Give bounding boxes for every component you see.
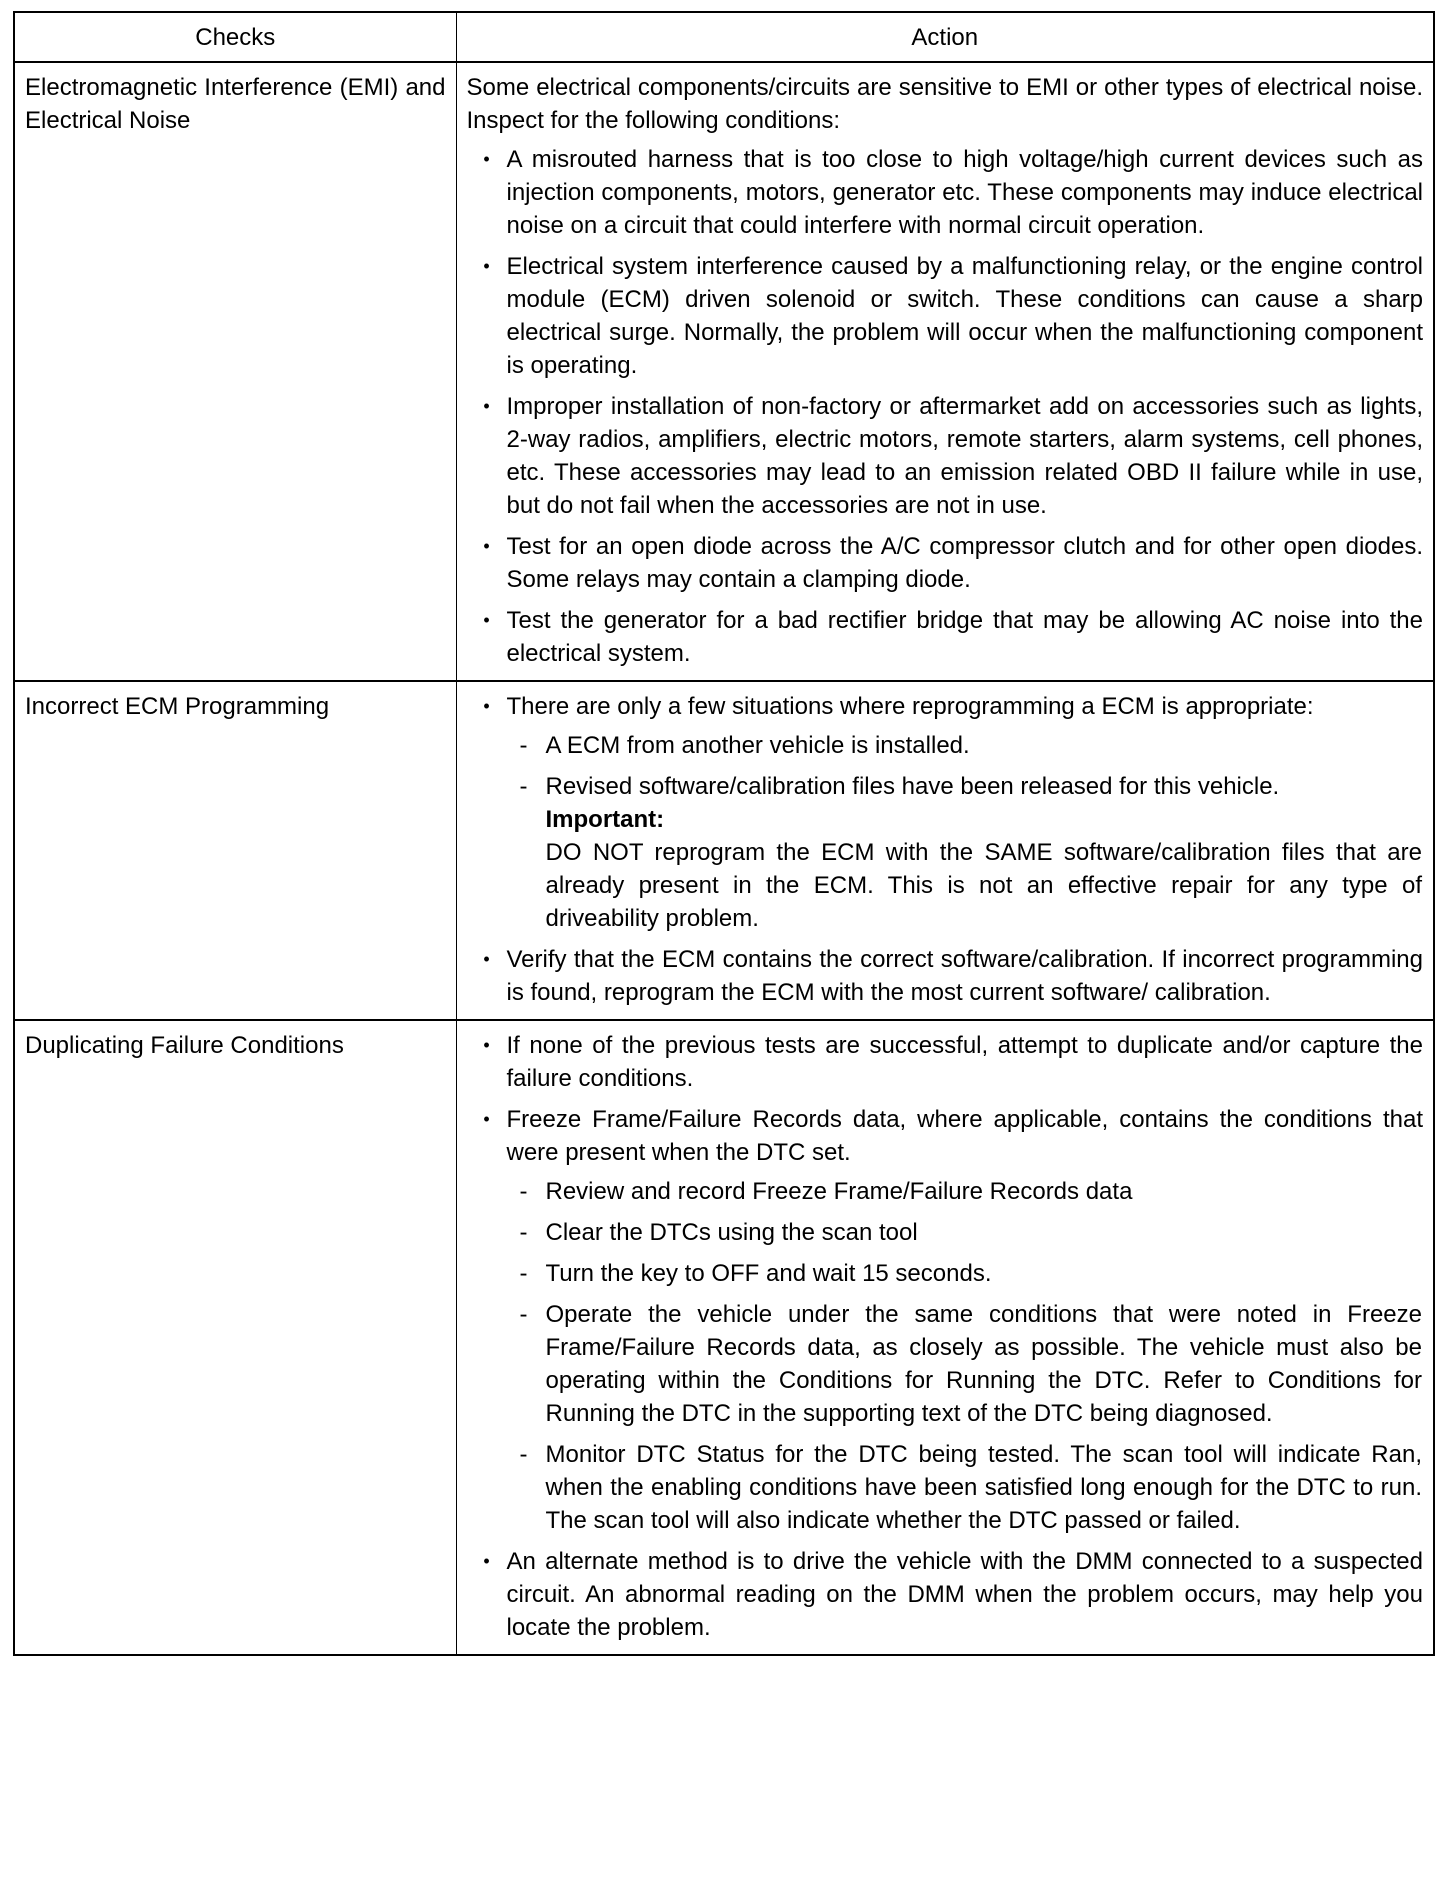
table-row-duplicating-failure [14, 1020, 1434, 1655]
list-item-text: A misrouted harness that is too close to high voltage/high current devices such as injection components, motors, generator etc. These components may induce electrical noise on a circuit that could interfere with normal circuit operation. [506, 146, 1423, 239]
sub-list [507, 1175, 1424, 1537]
dash-icon: - [519, 1178, 528, 1205]
bullet-list [467, 690, 1424, 1009]
bullet-icon: • [483, 1035, 490, 1055]
action-cell [456, 1020, 1434, 1655]
list-item [467, 1545, 1424, 1644]
column-header-action: Action [456, 12, 1434, 62]
bullet-icon: • [483, 610, 490, 630]
column-header-checks: Checks [14, 12, 456, 62]
sub-list-item-text: Clear the DTCs using the scan tool [545, 1219, 918, 1246]
table-row-ecm-programming [14, 681, 1434, 1020]
list-item-text: Electrical system interference caused by a malfunctioning relay, or the engine control module (ECM) driven solenoid or switch. These conditions can cause a sharp electrical surge. Normally, the problem will occur when the malfunctioning component is operating. [506, 253, 1423, 379]
list-item [467, 1103, 1424, 1537]
sub-list-item [506, 770, 1423, 935]
sub-list-item [506, 1298, 1423, 1430]
sub-list-item-text: A ECM from another vehicle is installed. [545, 732, 970, 759]
sub-list-item [506, 1438, 1423, 1537]
list-item [467, 1029, 1424, 1095]
sub-list-item-text: Monitor DTC Status for the DTC being tested. The scan tool will indicate Ran, when the enabling conditions have been satisfied long enough for the DTC to run. The scan tool will also indicate whether the DTC passed or failed. [545, 1441, 1422, 1534]
bullet-icon: • [483, 1551, 490, 1571]
list-item-text: Improper installation of non-factory or aftermarket add on accessories such as lights, 2-way radios, amplifiers, electric motors, remote starters, alarm systems, cell phones, etc. These accessories may lead to an emission related OBD II failure while in use, but do not fail when the accessories are not in use. [506, 393, 1423, 519]
dash-icon: - [519, 1260, 528, 1287]
sub-list-item-text: Operate the vehicle under the same conditions that were noted in Freeze Frame/Failure Records data, as closely as possible. The vehicle must also be operating within the Conditions for Running the DTC. Refer to Conditions for Running the DTC in the supporting text of the DTC being diagnosed. [545, 1301, 1422, 1427]
bullet-list [467, 1029, 1424, 1644]
check-label: Incorrect ECM Programming [25, 693, 330, 720]
list-item [467, 943, 1424, 1009]
sub-list-item-text: Revised software/calibration files have been released for this vehicle. [545, 773, 1280, 800]
list-item [467, 143, 1424, 242]
bullet-icon: • [483, 949, 490, 969]
table-row-emi [14, 62, 1434, 681]
sub-list-item [506, 729, 1423, 762]
bullet-icon: • [483, 149, 490, 169]
list-item [467, 390, 1424, 522]
dash-icon: - [519, 1301, 528, 1328]
list-item-text: Verify that the ECM contains the correct software/calibration. If incorrect programming is found, reprogram the ECM with the most current software/ calibration. [506, 946, 1423, 1006]
sub-list [507, 729, 1424, 935]
checks-action-table [13, 11, 1435, 1656]
important-label: Important: [545, 806, 665, 833]
sub-list-item [506, 1175, 1423, 1208]
table-header-row [14, 12, 1434, 62]
sub-list-item-text: Turn the key to OFF and wait 15 seconds. [545, 1260, 992, 1287]
sub-list-item [506, 1216, 1423, 1249]
dash-icon: - [519, 1441, 528, 1468]
list-item [467, 530, 1424, 596]
important-note: DO NOT reprogram the ECM with the SAME software/calibration files that are already present in the ECM. This is not an effective repair for any type of driveability problem. [545, 839, 1422, 932]
action-cell [456, 681, 1434, 1020]
action-cell [456, 62, 1434, 681]
list-item [467, 690, 1424, 935]
check-cell [14, 681, 456, 1020]
sub-list-item [506, 1257, 1423, 1290]
list-item-text: Freeze Frame/Failure Records data, where applicable, contains the conditions that were present when the DTC set. [506, 1106, 1423, 1166]
bullet-icon: • [483, 396, 490, 416]
list-item-text: Test for an open diode across the A/C compressor clutch and for other open diodes. Some relays may contain a clamping diode. [506, 533, 1423, 593]
list-item-text: An alternate method is to drive the vehicle with the DMM connected to a suspected circuit. An abnormal reading on the DMM when the problem occurs, may help you locate the problem. [506, 1548, 1423, 1641]
list-item [467, 604, 1424, 670]
dash-icon: - [519, 732, 528, 759]
list-item-text: There are only a few situations where reprogramming a ECM is appropriate: [506, 693, 1314, 720]
bullet-icon: • [483, 696, 490, 716]
check-label: Duplicating Failure Conditions [25, 1032, 344, 1059]
check-cell [14, 62, 456, 681]
bullet-icon: • [483, 1109, 490, 1129]
sub-list-item-text: Review and record Freeze Frame/Failure Records data [545, 1178, 1133, 1205]
list-item [467, 250, 1424, 382]
bullet-icon: • [483, 256, 490, 276]
action-intro: Some electrical components/circuits are sensitive to EMI or other types of electrical noise. Inspect for the following conditions: [466, 74, 1423, 134]
dash-icon: - [519, 773, 528, 800]
check-cell [14, 1020, 456, 1655]
bullet-list [467, 143, 1424, 670]
dash-icon: - [519, 1219, 528, 1246]
check-label: Electromagnetic Interference (EMI) and Electrical Noise [25, 74, 446, 134]
list-item-text: Test the generator for a bad rectifier bridge that may be allowing AC noise into the electrical system. [506, 607, 1423, 667]
bullet-icon: • [483, 536, 490, 556]
list-item-text: If none of the previous tests are successful, attempt to duplicate and/or capture the failure conditions. [506, 1032, 1423, 1092]
